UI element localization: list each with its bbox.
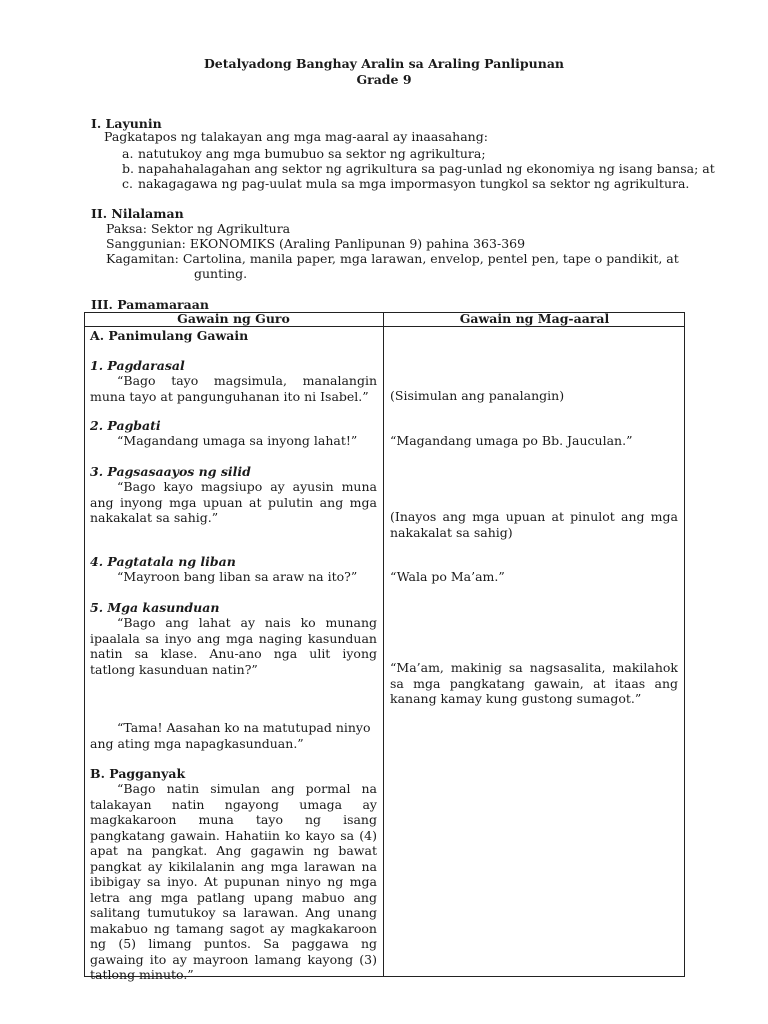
layunin-intro: Pagkatapos ng talakayan ang mga mag-aaral ay inaasahang: — [104, 129, 488, 144]
pagsasaayos-guro: “Bago kayo magsiupo ay ayusin muna ang inyong mga upuan at pulutin ang mga nakakalat sa sahig.” — [90, 479, 377, 525]
paksa-value: Sektor ng Agrikultura — [150, 221, 291, 236]
objective-a — [122, 146, 486, 161]
objective-marker: c. — [122, 176, 133, 191]
nilalaman-heading: II. Nilalaman — [91, 206, 184, 221]
pagsasaayos-magaaral: (Inayos ang mga upuan at pinulot ang mga nakakalat sa sahig) — [390, 509, 678, 540]
sanggunian-label: Sanggunian: — [106, 236, 186, 251]
pagdarasal-heading: 1. Pagdarasal — [90, 358, 185, 373]
pagbati-heading: 2. Pagbati — [90, 418, 161, 433]
pamamaraan-heading: III. Pamamaraan — [91, 297, 209, 312]
pagsasaayos-heading: 3. Pagsasaayos ng silid — [90, 464, 251, 479]
objective-marker: b. — [122, 161, 134, 176]
pagbati-magaaral: “Magandang umaga po Bb. Jauculan.” — [390, 433, 633, 448]
paksa-row — [106, 221, 290, 236]
pagtatala-heading: 4. Pagtatala ng liban — [90, 554, 236, 569]
layunin-heading: I. Layunin — [91, 116, 162, 131]
objective-text: nakagagawa ng pag-uulat mula sa mga impormasyon tungkol sa sektor ng agrikultura. — [137, 176, 690, 191]
column-header-guro: Gawain ng Guro — [177, 311, 290, 326]
table-column-divider — [383, 312, 384, 977]
objective-text: natutukoy ang mga bumubuo sa sektor ng agrikultura; — [137, 146, 486, 161]
kasunduan-magaaral: “Ma’am, makinig sa nagsasalita, makilahok sa mga pangkatang gawain, at itaas ang kanang kamay kung gustong sumagot.” — [390, 660, 678, 706]
kagamitan-continued: gunting. — [194, 266, 248, 281]
document-title: Detalyadong Banghay Aralin sa Araling Panlipunan — [203, 56, 565, 71]
pagdarasal-guro: “Bago tayo magsimula, manalangin muna tayo at pangunguhanan ito ni Isabel.” — [90, 373, 377, 404]
table-header-divider — [84, 326, 685, 327]
column-header-magaaral: Gawain ng Mag-aaral — [459, 311, 610, 326]
kagamitan-value: Cartolina, manila paper, mga larawan, envelop, pentel pen, tape o pandikit, at — [182, 251, 679, 266]
tama-guro: “Tama! Aasahan ko na matutupad ninyo ang ating mga napagkasunduan.” — [90, 720, 371, 751]
pagganyak-heading: B. Pagganyak — [90, 766, 186, 781]
pagdarasal-magaaral: (Sisimulan ang panalangin) — [390, 388, 565, 403]
kagamitan-label: Kagamitan: — [106, 251, 179, 266]
panimulang-gawain-heading: A. Panimulang Gawain — [90, 328, 249, 343]
grade-level: Grade 9 — [356, 72, 412, 87]
objective-marker: a. — [122, 146, 134, 161]
pagtatala-guro: “Mayroon bang liban sa araw na ito?” — [117, 569, 358, 584]
pagbati-guro: “Magandang umaga sa inyong lahat!” — [117, 433, 358, 448]
objective-b — [122, 161, 715, 176]
sanggunian-row — [106, 236, 525, 251]
objective-c — [122, 176, 689, 191]
kasunduan-guro: “Bago ang lahat ay nais ko munang ipaalala sa inyo ang mga naging kasunduan natin sa klase. Anu-ano nga ulit iyong tatlong kasunduan natin?” — [90, 615, 377, 677]
pagtatala-magaaral: “Wala po Ma’am.” — [390, 569, 505, 584]
objective-text: napahahalagahan ang sektor ng agrikultura sa pag-unlad ng ekonomiya ng isang bansa; at — [137, 161, 715, 176]
sanggunian-value: EKONOMIKS (Araling Panlipunan 9) pahina 363-369 — [189, 236, 526, 251]
kasunduan-heading: 5. Mga kasunduan — [90, 600, 220, 615]
pagganyak-guro: “Bago natin simulan ang pormal na talakayan natin ngayong umaga ay magkakaroon muna tayo ng isang pangkatang gawain. Hahatiin ko kayo sa (4) apat na pangkat. Ang gagawin ng bawat pangkat ay kikilalanin ang mga larawan na ibibigay sa inyo. At pupunan ninyo ng mga letra ang mga patlang upang mabuo ang salitang tumutukoy sa larawan. Ang unang makabuo ng tamang sagot ay magkakaroon ng (5) limang puntos. Sa paggawa ng gawaing ito ay mayroon lamang kayong (3) tatlong minuto.” — [90, 781, 377, 982]
paksa-label: Paksa: — [106, 221, 147, 236]
kagamitan-row — [106, 251, 679, 266]
